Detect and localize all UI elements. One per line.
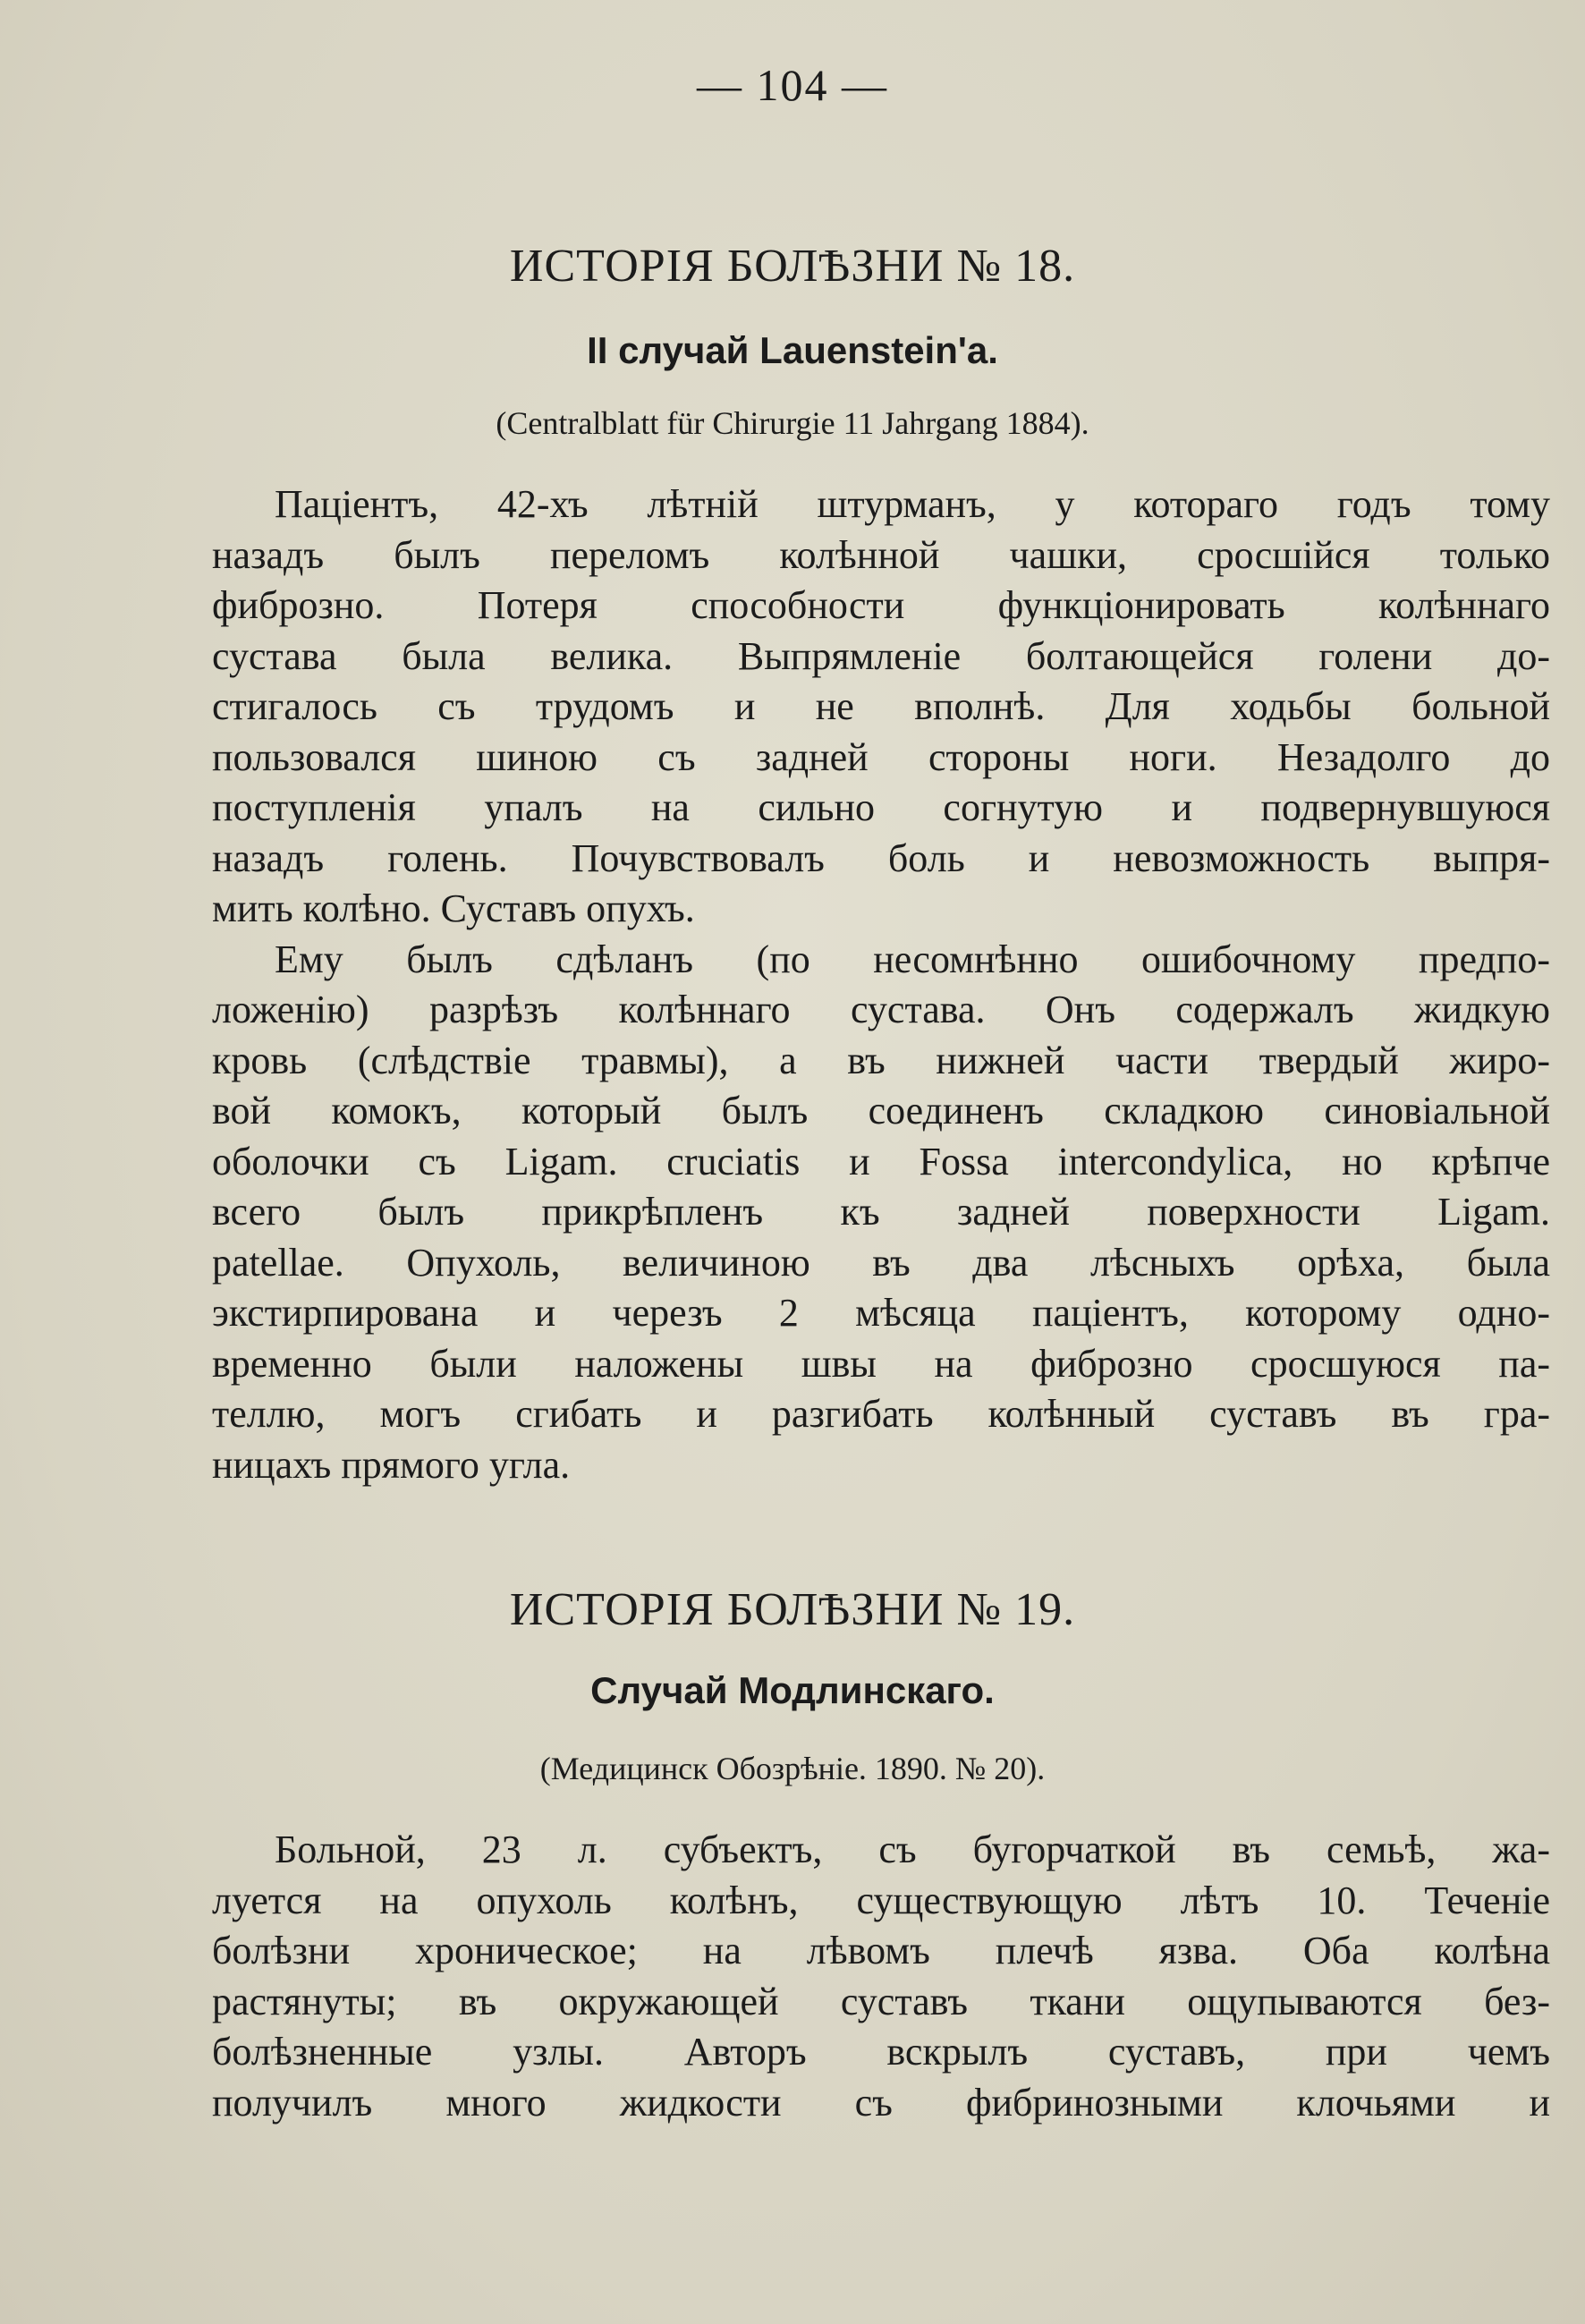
text-line: болѣзненные узлы. Авторъ вскрылъ суставъ, при чемъ (212, 2030, 1550, 2074)
page-number: — 104 — (697, 60, 888, 110)
case-19-body (212, 1825, 1550, 2128)
text-line: фиброзно. Потеря способности функціонировать колѣннаго (212, 583, 1550, 627)
text-line: получилъ много жидкости съ фибринозными клочьями и (212, 2080, 1550, 2125)
text-line: ницахъ прямого угла. (212, 1442, 571, 1487)
text-line: назадъ голень. Почувствовалъ боль и невозможность выпря- (212, 835, 1550, 880)
text-line: мить колѣно. Суставъ опухъ. (212, 886, 695, 930)
text-line: растянуты; въ окружающей суставъ ткани ощупываются без- (212, 1979, 1550, 2023)
text-line: сустава была велика. Выпрямленіе болтающейся голени до- (212, 633, 1550, 678)
case-18-heading: ИСТОРІЯ БОЛѢЗНИ № 18. (509, 241, 1076, 292)
text-line: ложенію) разрѣзъ колѣннаго сустава. Онъ содержалъ жидкую (212, 988, 1550, 1031)
case-18-source: (Centralblatt für Chirurgie 11 Jahrgang 1884). (496, 405, 1089, 441)
text-line: экстирпирована и черезъ 2 мѣсяца паціентъ, которому одно- (212, 1291, 1550, 1335)
case-19-subheading: Случай Модлинскаго. (590, 1669, 995, 1711)
text-line: вой комокъ, который былъ соединенъ складкою синовіальной (212, 1089, 1550, 1132)
case-19-source: (Медицинск Обозрѣніе. 1890. № 20). (539, 1751, 1046, 1786)
text-line: стигалось съ трудомъ и не вполнѣ. Для ходьбы больной (212, 684, 1550, 728)
text-line: patellae. Опухоль, величиною въ два лѣсныхъ орѣха, была (212, 1240, 1550, 1285)
text-line: пользовался шиною съ задней стороны ноги. Незадолго до (212, 734, 1550, 779)
text-line: всего былъ прикрѣпленъ къ задней поверхности Ligam. (212, 1190, 1550, 1234)
text-line: теллю, могъ сгибать и разгибать колѣнный суставъ въ гра- (212, 1392, 1550, 1436)
text-line: временно были наложены швы на фиброзно сросшуюся па- (212, 1341, 1550, 1386)
text-line: назадъ былъ переломъ колѣнной чашки, сросшійся только (212, 532, 1550, 577)
text-line: Паціентъ, 42-хъ лѣтній штурманъ, у котораго годъ тому (275, 482, 1550, 526)
text-line: кровь (слѣдствіе травмы), а въ нижней части твердый жиро- (212, 1038, 1550, 1082)
text-line: поступленія упалъ на сильно согнутую и подвернувшуюся (212, 785, 1550, 829)
text-line: Больной, 23 л. субъектъ, съ бугорчаткой въ семьѣ, жа- (275, 1828, 1550, 1871)
text-line: оболочки съ Ligam. cruciatis и Fossa intercondylica, но крѣпче (212, 1139, 1550, 1183)
case-18-subheading: II случай Lauenstein'а. (587, 329, 998, 371)
case-18-body (212, 479, 1550, 1490)
case-19-heading: ИСТОРІЯ БОЛѢЗНИ № 19. (509, 1584, 1076, 1635)
text-line: Ему былъ сдѣланъ (по несомнѣнно ошибочному предпо- (275, 937, 1550, 981)
text-line: болѣзни хроническое; на лѣвомъ плечѣ язва. Оба колѣна (212, 1929, 1550, 1972)
text-line: луется на опухоль колѣнъ, существующую лѣтъ 10. Теченіе (212, 1878, 1550, 1922)
